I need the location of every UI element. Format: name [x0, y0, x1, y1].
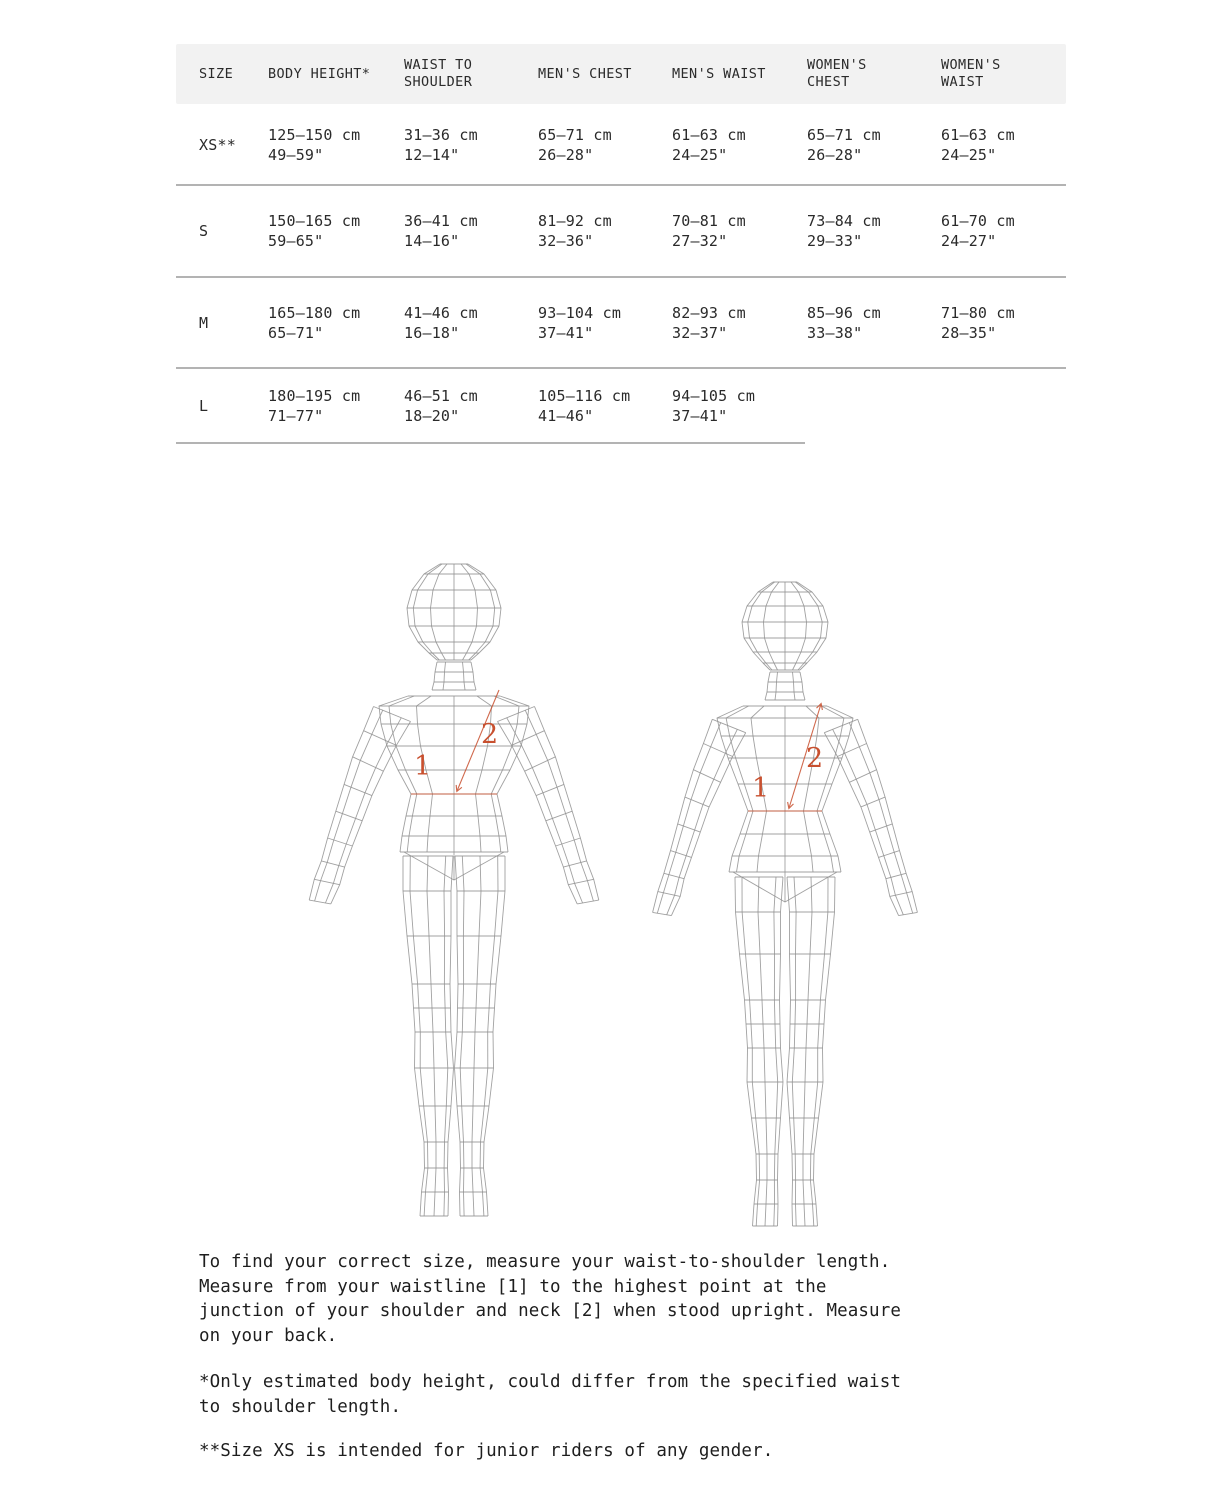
row-l-womens-chest: [807, 386, 941, 426]
row-m-womens-waist: 71–80 cm 28–35": [941, 304, 1015, 342]
row-xs-size: XS**: [199, 136, 236, 154]
header-size-label: SIZE: [199, 65, 234, 82]
footnote-size-xs: **Size XS is intended for junior riders of any gender.: [199, 1441, 774, 1461]
row-xs-womens-chest: 65–71 cm 26–28": [807, 126, 881, 164]
header-waist-to-shoulder: WAIST TO SHOULDER: [404, 57, 473, 90]
header-body-height-label: BODY HEIGHT*: [268, 65, 371, 82]
row-m-mens-waist: 82–93 cm 32–37": [672, 304, 746, 342]
header-size: [176, 66, 268, 83]
row-m-size: M: [199, 314, 209, 332]
row-xs-mens-waist: 61–63 cm 24–25": [672, 126, 746, 164]
row-s-size: S: [199, 222, 209, 240]
header-mens-waist: MEN'S WAIST: [672, 65, 766, 82]
row-s-mens-chest: 81–92 cm 32–36": [538, 212, 612, 250]
row-l-size: L: [199, 397, 209, 415]
row-s-waist-to-shoulder: 36–41 cm 14–16": [404, 212, 478, 250]
table-row-xs: [176, 104, 1066, 186]
row-xs-body-height: 125–150 cm 49–59": [268, 126, 361, 164]
row-s-womens-waist: 61–70 cm 24–27": [941, 212, 1015, 250]
female-label-1: 1: [752, 773, 770, 804]
row-l-mens-chest: 105–116 cm 41–46": [538, 387, 631, 425]
female-label-2: 2: [806, 743, 824, 774]
size-table: [176, 44, 1066, 444]
male-label-2: 2: [481, 719, 499, 750]
footnote-body-height: *Only estimated body height, could differ from the specified waist to shoulder length.: [199, 1372, 901, 1417]
header-body-height: [268, 66, 404, 83]
row-l-mens-waist: 94–105 cm 37–41": [672, 387, 756, 425]
row-m-womens-chest: 85–96 cm 33–38": [807, 304, 881, 342]
row-s-body-height: 150–165 cm 59–65": [268, 212, 361, 250]
header-womens-chest: WOMEN'S CHEST: [807, 57, 867, 90]
table-row-s: [176, 186, 1066, 278]
male-label-1: 1: [414, 751, 432, 782]
row-m-mens-chest: 93–104 cm 37–41": [538, 304, 622, 342]
male-figure: [302, 556, 622, 1228]
row-l-body-height: 180–195 cm 71–77": [268, 387, 361, 425]
header-mens-chest: MEN'S CHEST: [538, 65, 632, 82]
male-mesh: [309, 564, 599, 1216]
female-mesh: [653, 582, 918, 1226]
row-s-mens-waist: 70–81 cm 27–32": [672, 212, 746, 250]
table-row-l: [176, 369, 1066, 442]
row-s-womens-chest: 73–84 cm 29–33": [807, 212, 881, 250]
female-figure-wireframe: [645, 572, 925, 1232]
female-figure: [645, 572, 925, 1232]
size-table-header: [176, 44, 1066, 104]
table-partial-rule: [176, 442, 805, 444]
row-xs-mens-chest: 65–71 cm 26–28": [538, 126, 612, 164]
row-xs-womens-waist: 61–63 cm 24–25": [941, 126, 1015, 164]
measuring-instructions: To find your correct size, measure your waist-to-shoulder length. Measure from your waistline [1] to the highest point at the junction of your shoulder and neck [2] when stood upright. Measure on your back.: [199, 1252, 901, 1346]
row-m-body-height: 165–180 cm 65–71": [268, 304, 361, 342]
row-l-waist-to-shoulder: 46–51 cm 18–20": [404, 387, 478, 425]
row-m-waist-to-shoulder: 41–46 cm 16–18": [404, 304, 478, 342]
notes-section: [199, 1250, 959, 1464]
male-figure-wireframe: [302, 556, 622, 1228]
row-xs-waist-to-shoulder: 31–36 cm 12–14": [404, 126, 478, 164]
table-row-m: [176, 278, 1066, 369]
row-l-womens-waist: [941, 386, 1066, 426]
header-womens-waist: WOMEN'S WAIST: [941, 57, 1001, 90]
